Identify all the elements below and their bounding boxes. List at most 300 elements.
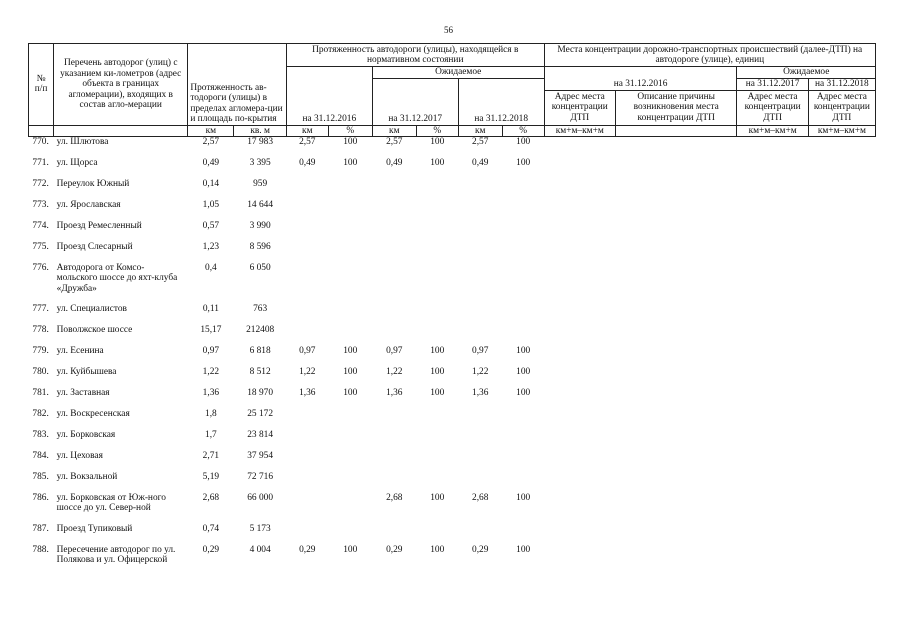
normative-2017-pct: 100 xyxy=(430,544,445,555)
unit-descr-empty xyxy=(615,125,737,137)
dtp-empty-cell xyxy=(615,409,737,430)
normative-2018-km xyxy=(458,179,502,200)
dtp-empty-cell xyxy=(544,304,615,325)
table-header xyxy=(29,44,876,137)
dtp-empty-cell xyxy=(544,524,615,545)
road-name: Проезд Ремесленный xyxy=(56,220,142,231)
dtp-empty-cell xyxy=(808,304,875,325)
normative-2017-km xyxy=(372,430,416,451)
normative-2018-pct xyxy=(502,200,544,221)
normative-2017-km: 2,68 xyxy=(386,492,403,503)
area-sqm: 959 xyxy=(253,178,268,189)
dtp-empty-cell xyxy=(615,493,737,524)
table-row xyxy=(29,346,876,367)
normative-2018-pct xyxy=(502,524,544,545)
dtp-empty-cell xyxy=(808,200,875,221)
header-dtp-expected: Ожидаемое xyxy=(737,67,876,79)
row-number: 777. xyxy=(32,303,49,314)
area-sqm: 25 172 xyxy=(247,408,274,419)
header-length: Протяженность ав-тодороги (улицы) в пределах агломера-ции и площадь по-крытия xyxy=(188,44,287,126)
normative-2016-km xyxy=(286,221,328,242)
length-km: 1,23 xyxy=(202,241,220,252)
dtp-empty-cell xyxy=(737,545,808,586)
normative-2018-km xyxy=(458,200,502,221)
normative-2018-km: 0,29 xyxy=(472,544,489,555)
unit-empty-2 xyxy=(54,125,188,137)
area-sqm: 763 xyxy=(253,303,268,314)
normative-2016-km xyxy=(286,451,328,472)
normative-2018-pct xyxy=(502,242,544,263)
dtp-empty-cell xyxy=(615,200,737,221)
header-descr-2016: Описание причины возникновения места концентрации ДТП xyxy=(615,90,737,125)
dtp-empty-cell xyxy=(544,137,615,158)
length-km: 0,4 xyxy=(205,262,217,273)
dtp-empty-cell xyxy=(544,346,615,367)
normative-2017-km xyxy=(372,263,416,304)
row-number: 784. xyxy=(32,450,49,461)
dtp-empty-cell xyxy=(615,346,737,367)
normative-2018-pct xyxy=(502,325,544,346)
area-sqm: 212408 xyxy=(246,324,275,335)
unit-km-2016: км xyxy=(286,125,328,137)
header-no: № п/п xyxy=(29,44,54,126)
dtp-empty-cell xyxy=(737,472,808,493)
unit-km-2018: км xyxy=(458,125,502,137)
dtp-empty-cell xyxy=(544,179,615,200)
normative-2016-km xyxy=(286,179,328,200)
dtp-empty-cell xyxy=(544,367,615,388)
road-name: ул. Вокзальной xyxy=(56,471,118,482)
normative-2017-km xyxy=(372,304,416,325)
table-row xyxy=(29,388,876,409)
road-name: Проезд Тупиковый xyxy=(56,523,133,534)
road-name: ул. Ярославская xyxy=(56,199,121,210)
row-number: 773. xyxy=(32,199,49,210)
road-name: ул. Борковская от Юж-ного шоссе до ул. Север-ной xyxy=(56,492,166,513)
header-date-2018: на 31.12.2018 xyxy=(458,79,544,126)
dtp-empty-cell xyxy=(544,388,615,409)
normative-2017-pct xyxy=(416,472,458,493)
normative-2017-km: 2,57 xyxy=(386,137,403,147)
normative-2017-pct xyxy=(416,430,458,451)
normative-2016-pct xyxy=(328,304,372,325)
normative-2018-pct xyxy=(502,179,544,200)
length-km: 0,14 xyxy=(202,178,220,189)
table-row xyxy=(29,493,876,524)
road-name: ул. Цеховая xyxy=(56,450,103,461)
road-name: Поволжское шоссе xyxy=(56,324,133,335)
dtp-empty-cell xyxy=(615,137,737,158)
length-km: 2,71 xyxy=(202,450,220,461)
normative-2017-km xyxy=(372,179,416,200)
area-sqm: 72 716 xyxy=(247,471,274,482)
normative-2016-km xyxy=(286,524,328,545)
area-sqm: 6 050 xyxy=(249,262,271,273)
normative-2017-pct: 100 xyxy=(430,366,445,377)
normative-2017-pct: 100 xyxy=(430,157,445,168)
normative-2017-km: 1,22 xyxy=(386,366,403,377)
header-dtp-date-2017: на 31.12.2017 xyxy=(737,79,808,91)
row-number: 779. xyxy=(32,345,49,356)
row-number: 776. xyxy=(32,262,49,273)
dtp-empty-cell xyxy=(737,304,808,325)
normative-2018-km: 1,22 xyxy=(472,366,489,377)
dtp-empty-cell xyxy=(808,242,875,263)
area-sqm: 6 818 xyxy=(249,345,271,356)
normative-2016-pct xyxy=(328,451,372,472)
unit-empty-1 xyxy=(29,125,54,137)
dtp-empty-cell xyxy=(615,430,737,451)
length-km: 0,29 xyxy=(202,544,220,555)
normative-2016-km xyxy=(286,200,328,221)
unit-kmm-2018: км+м–км+м xyxy=(808,125,875,137)
dtp-empty-cell xyxy=(615,304,737,325)
table-row xyxy=(29,221,876,242)
area-sqm: 37 954 xyxy=(247,450,274,461)
normative-2018-pct xyxy=(502,451,544,472)
dtp-empty-cell xyxy=(544,221,615,242)
normative-2016-pct xyxy=(328,409,372,430)
unit-sqm: кв. м xyxy=(234,125,286,137)
area-sqm: 8 596 xyxy=(249,241,271,252)
page-number: 56 xyxy=(444,25,453,35)
length-km: 1,22 xyxy=(202,366,220,377)
row-number: 783. xyxy=(32,429,49,440)
header-addr-2017: Адрес места концентрации ДТП xyxy=(737,90,808,125)
header-expected: Ожидаемое xyxy=(372,67,544,79)
table-row xyxy=(29,137,876,158)
area-sqm: 23 814 xyxy=(247,429,274,440)
normative-2018-km: 1,36 xyxy=(472,387,489,398)
dtp-empty-cell xyxy=(808,263,875,304)
dtp-empty-cell xyxy=(737,346,808,367)
table-row xyxy=(29,263,876,304)
normative-2016-km xyxy=(286,430,328,451)
road-name: ул. Воскресенская xyxy=(56,408,130,419)
dtp-empty-cell xyxy=(808,137,875,158)
dtp-empty-cell xyxy=(737,430,808,451)
table-row xyxy=(29,242,876,263)
row-number: 778. xyxy=(32,324,49,335)
dtp-empty-cell xyxy=(615,221,737,242)
normative-2018-km: 0,49 xyxy=(472,157,489,168)
normative-2016-km xyxy=(286,493,328,524)
length-km: 0,57 xyxy=(202,220,220,231)
dtp-empty-cell xyxy=(544,325,615,346)
length-km: 1,36 xyxy=(202,387,220,398)
header-date-2016: на 31.12.2016 xyxy=(286,67,372,126)
normative-2018-km xyxy=(458,430,502,451)
normative-2017-km xyxy=(372,409,416,430)
row-number: 772. xyxy=(32,178,49,189)
normative-2016-km: 1,36 xyxy=(299,387,316,398)
row-number: 788. xyxy=(32,544,49,555)
length-km: 0,97 xyxy=(202,345,220,356)
table-row xyxy=(29,472,876,493)
row-number: 780. xyxy=(32,366,49,377)
table-row xyxy=(29,545,876,586)
dtp-empty-cell xyxy=(808,325,875,346)
header-dtp-date-2016: на 31.12.2016 xyxy=(544,67,737,91)
normative-2016-km xyxy=(286,304,328,325)
normative-2018-pct: 100 xyxy=(516,544,531,555)
road-name: ул. Щорса xyxy=(56,157,98,168)
normative-2017-pct xyxy=(416,451,458,472)
normative-2017-km xyxy=(372,524,416,545)
dtp-empty-cell xyxy=(737,221,808,242)
normative-2018-pct: 100 xyxy=(516,492,531,503)
dtp-empty-cell xyxy=(737,388,808,409)
normative-2018-km xyxy=(458,325,502,346)
row-number: 785. xyxy=(32,471,49,482)
normative-2016-pct xyxy=(328,200,372,221)
dtp-empty-cell xyxy=(615,325,737,346)
normative-2018-km: 2,57 xyxy=(472,137,489,147)
normative-2018-pct: 100 xyxy=(516,366,531,377)
normative-2017-km xyxy=(372,242,416,263)
dtp-empty-cell xyxy=(737,158,808,179)
road-name: ул. Шлютова xyxy=(56,137,109,147)
table-row xyxy=(29,367,876,388)
header-dtp-date-2018: на 31.12.2018 xyxy=(808,79,875,91)
normative-2017-km xyxy=(372,325,416,346)
normative-2018-km xyxy=(458,409,502,430)
normative-2018-pct xyxy=(502,304,544,325)
dtp-empty-cell xyxy=(615,451,737,472)
dtp-empty-cell xyxy=(808,524,875,545)
row-number: 774. xyxy=(32,220,49,231)
normative-2016-pct xyxy=(328,493,372,524)
normative-2018-pct: 100 xyxy=(516,387,531,398)
unit-pct-2017: % xyxy=(416,125,458,137)
normative-2016-pct: 100 xyxy=(343,366,358,377)
dtp-empty-cell xyxy=(737,179,808,200)
table-row xyxy=(29,430,876,451)
header-date-2017: на 31.12.2017 xyxy=(372,79,458,126)
length-km: 1,7 xyxy=(205,429,217,440)
unit-pct-2016: % xyxy=(328,125,372,137)
unit-kmm-2016: км+м–км+м xyxy=(544,125,615,137)
length-km: 0,74 xyxy=(202,523,220,534)
normative-2018-pct: 100 xyxy=(516,137,531,147)
road-name: ул. Заставная xyxy=(56,387,110,398)
dtp-empty-cell xyxy=(737,325,808,346)
dtp-empty-cell xyxy=(808,158,875,179)
dtp-empty-cell xyxy=(737,200,808,221)
normative-2016-km xyxy=(286,263,328,304)
dtp-empty-cell xyxy=(615,367,737,388)
normative-2017-km xyxy=(372,472,416,493)
road-name: Пересечение автодорог по ул. Полякова и ул. Офицерской xyxy=(56,544,176,565)
table-row xyxy=(29,409,876,430)
unit-kmm-2017: км+м–км+м xyxy=(737,125,808,137)
table-row xyxy=(29,179,876,200)
normative-2016-pct xyxy=(328,430,372,451)
area-sqm: 18 970 xyxy=(247,387,274,398)
normative-2018-km xyxy=(458,524,502,545)
normative-2017-pct: 100 xyxy=(430,387,445,398)
table-row xyxy=(29,304,876,325)
dtp-empty-cell xyxy=(808,179,875,200)
dtp-empty-cell xyxy=(737,493,808,524)
area-sqm: 4 004 xyxy=(249,544,271,555)
dtp-empty-cell xyxy=(737,524,808,545)
dtp-empty-cell xyxy=(615,242,737,263)
normative-2018-km xyxy=(458,451,502,472)
dtp-empty-cell xyxy=(808,493,875,524)
normative-2016-km: 1,22 xyxy=(299,366,316,377)
road-name: Переулок Южный xyxy=(56,178,130,189)
unit-pct-2018: % xyxy=(502,125,544,137)
normative-2017-pct: 100 xyxy=(430,345,445,356)
road-name: ул. Есенина xyxy=(56,345,104,356)
normative-2016-pct xyxy=(328,221,372,242)
unit-km-2017: км xyxy=(372,125,416,137)
dtp-empty-cell xyxy=(544,409,615,430)
area-sqm: 3 395 xyxy=(249,157,271,168)
normative-2018-km: 0,97 xyxy=(472,345,489,356)
dtp-empty-cell xyxy=(808,409,875,430)
normative-2018-pct xyxy=(502,430,544,451)
length-km: 1,05 xyxy=(202,199,220,210)
normative-2017-km xyxy=(372,200,416,221)
normative-2017-km xyxy=(372,221,416,242)
normative-2018-pct xyxy=(502,221,544,242)
normative-2016-km: 0,49 xyxy=(299,157,316,168)
roads-table xyxy=(28,43,876,586)
normative-2017-pct: 100 xyxy=(430,492,445,503)
normative-2017-pct xyxy=(416,263,458,304)
normative-2016-pct xyxy=(328,179,372,200)
row-number: 787. xyxy=(32,523,49,534)
normative-2016-pct: 100 xyxy=(343,345,358,356)
dtp-empty-cell xyxy=(808,367,875,388)
dtp-empty-cell xyxy=(737,451,808,472)
normative-2018-km xyxy=(458,472,502,493)
dtp-empty-cell xyxy=(808,221,875,242)
normative-2018-km: 2,68 xyxy=(472,492,489,503)
normative-2018-pct: 100 xyxy=(516,345,531,356)
row-number: 781. xyxy=(32,387,49,398)
dtp-empty-cell xyxy=(808,388,875,409)
table-row xyxy=(29,451,876,472)
dtp-empty-cell xyxy=(615,263,737,304)
table-row xyxy=(29,325,876,346)
row-number: 786. xyxy=(32,492,49,503)
normative-2017-pct xyxy=(416,221,458,242)
dtp-empty-cell xyxy=(615,158,737,179)
dtp-empty-cell xyxy=(544,430,615,451)
normative-2016-pct: 100 xyxy=(343,387,358,398)
row-number: 770. xyxy=(32,137,49,147)
normative-2018-km xyxy=(458,221,502,242)
length-km: 0,11 xyxy=(202,303,219,314)
normative-2016-pct xyxy=(328,242,372,263)
normative-2016-km: 2,57 xyxy=(299,137,316,147)
normative-2017-pct xyxy=(416,325,458,346)
normative-2016-pct: 100 xyxy=(343,544,358,555)
normative-2018-km xyxy=(458,263,502,304)
dtp-empty-cell xyxy=(737,409,808,430)
dtp-empty-cell xyxy=(544,200,615,221)
area-sqm: 66 000 xyxy=(247,492,274,503)
header-road-list: Перечень автодорог (улиц) с указанием ки-лометров (адрес объекта в границах агломерации), входящих в состав агло-мерации xyxy=(54,44,188,126)
length-km: 1,8 xyxy=(205,408,217,419)
normative-2017-km xyxy=(372,451,416,472)
dtp-empty-cell xyxy=(544,451,615,472)
row-number: 771. xyxy=(32,157,49,168)
dtp-empty-cell xyxy=(615,388,737,409)
area-sqm: 8 512 xyxy=(249,366,271,377)
normative-2018-pct xyxy=(502,409,544,430)
dtp-empty-cell xyxy=(544,263,615,304)
table-row xyxy=(29,158,876,179)
dtp-empty-cell xyxy=(808,430,875,451)
header-normative: Протяженность автодороги (улицы), находящейся в нормативном состоянии xyxy=(286,44,544,67)
area-sqm: 5 173 xyxy=(249,523,271,534)
dtp-empty-cell xyxy=(737,367,808,388)
row-number: 775. xyxy=(32,241,49,252)
normative-2016-km: 0,29 xyxy=(299,544,316,555)
length-km: 0,49 xyxy=(202,157,220,168)
normative-2017-pct xyxy=(416,409,458,430)
header-addr-2016: Адрес места концентрации ДТП xyxy=(544,90,615,125)
normative-2016-pct xyxy=(328,263,372,304)
normative-2018-pct xyxy=(502,472,544,493)
normative-2017-pct xyxy=(416,179,458,200)
dtp-empty-cell xyxy=(808,472,875,493)
length-km: 2,57 xyxy=(202,137,220,147)
dtp-empty-cell xyxy=(544,472,615,493)
dtp-empty-cell xyxy=(544,493,615,524)
row-number: 782. xyxy=(32,408,49,419)
dtp-empty-cell xyxy=(544,545,615,586)
normative-2016-km xyxy=(286,242,328,263)
area-sqm: 17 983 xyxy=(247,137,274,147)
road-name: ул. Борковская xyxy=(56,429,116,440)
length-km: 5,19 xyxy=(202,471,220,482)
dtp-empty-cell xyxy=(808,545,875,586)
normative-2016-pct xyxy=(328,472,372,493)
normative-2017-km: 0,97 xyxy=(386,345,403,356)
normative-2016-pct: 100 xyxy=(343,157,358,168)
dtp-empty-cell xyxy=(808,346,875,367)
dtp-empty-cell xyxy=(737,242,808,263)
normative-2016-pct xyxy=(328,325,372,346)
dtp-empty-cell xyxy=(737,137,808,158)
normative-2017-pct: 100 xyxy=(430,137,445,147)
normative-2016-pct xyxy=(328,524,372,545)
normative-2016-km xyxy=(286,325,328,346)
table-row xyxy=(29,524,876,545)
dtp-empty-cell xyxy=(615,545,737,586)
unit-km: км xyxy=(188,125,234,137)
normative-2016-km xyxy=(286,409,328,430)
road-name: ул. Куйбышева xyxy=(56,366,117,377)
dtp-empty-cell xyxy=(808,451,875,472)
header-dtp: Места концентрации дорожно-транспортных происшествий (далее-ДТП) на автодороге (улице), единиц xyxy=(544,44,875,67)
road-name: ул. Специалистов xyxy=(56,303,127,314)
area-sqm: 14 644 xyxy=(247,199,274,210)
length-km: 15,17 xyxy=(200,324,222,335)
normative-2016-km: 0,97 xyxy=(299,345,316,356)
normative-2018-km xyxy=(458,304,502,325)
normative-2017-pct xyxy=(416,524,458,545)
dtp-empty-cell xyxy=(615,179,737,200)
table-body xyxy=(29,137,876,586)
normative-2018-km xyxy=(458,242,502,263)
normative-2016-pct: 100 xyxy=(343,137,358,147)
